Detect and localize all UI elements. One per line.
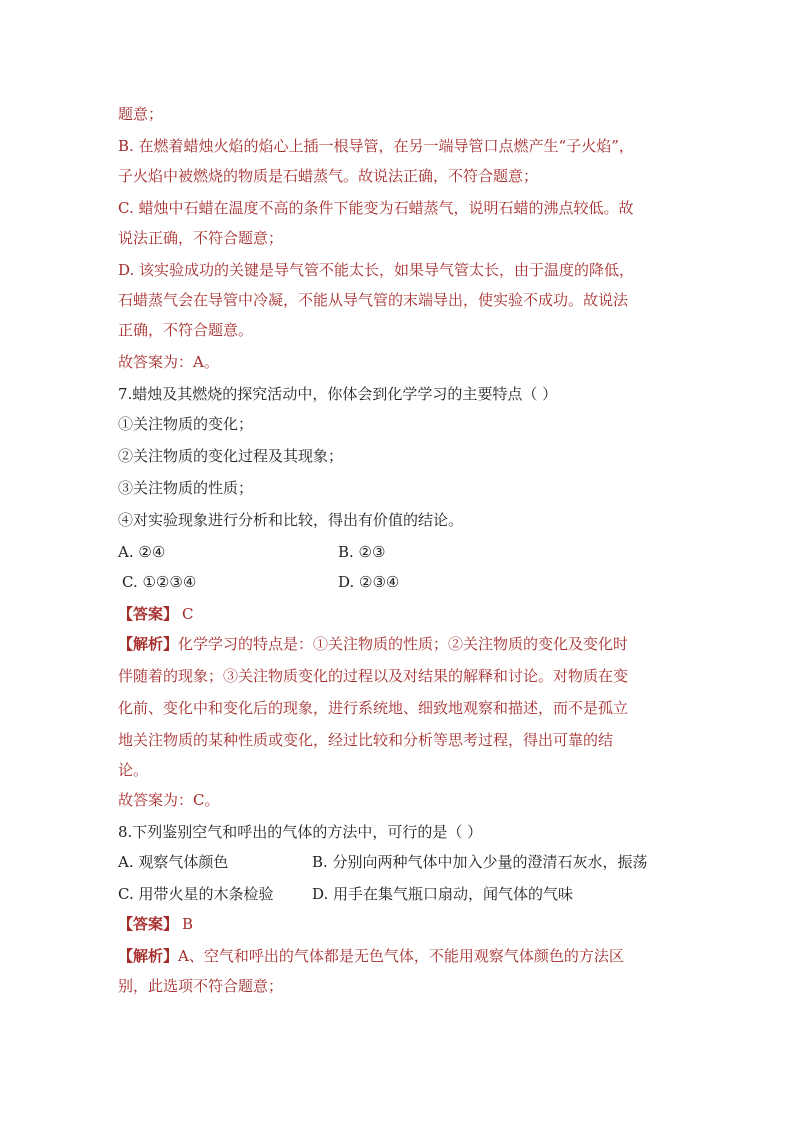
prev-explanation-option-d: D. 该实验成功的关键是导气管不能太长，如果导气管太长，由于温度的降低， bbox=[118, 261, 635, 279]
analysis-tag: 【解析】 bbox=[118, 947, 179, 965]
question-7-option-d: D. ②③④ bbox=[338, 573, 400, 591]
question-8-option-a: A. 观察气体颜色 bbox=[118, 853, 229, 871]
question-8-option-c: C. 用带火星的木条检验 bbox=[118, 885, 274, 903]
prev-explanation-option-d-cont: 石蜡蒸气会在导管中冷凝，不能从导气管的末端导出，使实验不成功。故说法 bbox=[118, 291, 629, 309]
question-8-option-b: B. 分别向两种气体中加入少量的澄清石灰水，振荡 bbox=[312, 853, 648, 871]
question-7-item: ①关注物质的变化； bbox=[118, 415, 254, 433]
question-7-item: ②关注物质的变化过程及其现象； bbox=[118, 447, 344, 465]
prev-final-answer: 故答案为：A。 bbox=[118, 353, 219, 371]
prev-explanation-option-d-cont: 正确，不符合题意。 bbox=[118, 321, 254, 339]
question-7-analysis-line bbox=[118, 634, 628, 654]
question-7-analysis-line: 地关注物质的某种性质或变化，经过比较和分析等思考过程，得出可靠的结 bbox=[118, 731, 614, 749]
analysis-tag: 【解析】 bbox=[118, 635, 179, 653]
question-7-final-answer: 故答案为：C。 bbox=[118, 791, 220, 809]
question-8-answer-row bbox=[118, 914, 193, 934]
question-7-analysis-line: 伴随着的现象；③关注物质变化的过程以及对结果的解释和讨论。对物质在变 bbox=[118, 667, 629, 685]
prev-explanation-line: 题意； bbox=[118, 105, 164, 123]
question-7-option-a: A. ②④ bbox=[118, 543, 166, 561]
prev-explanation-option-c: C. 蜡烛中石蜡在温度不高的条件下能变为石蜡蒸气，说明石蜡的沸点较低。故 bbox=[118, 199, 634, 217]
question-8-analysis-line bbox=[118, 946, 624, 966]
question-7-item: ③关注物质的性质； bbox=[118, 479, 254, 497]
question-8-option-d: D. 用手在集气瓶口扇动，闻气体的气味 bbox=[312, 885, 574, 903]
question-7-analysis-line: 化前、变化中和变化后的现象，进行系统地、细致地观察和描述，而不是孤立 bbox=[118, 699, 629, 717]
question-8-analysis-line: 别，此选项不符合题意； bbox=[118, 977, 284, 995]
question-8-stem: 8.下列鉴别空气和呼出的气体的方法中，可行的是（ ） bbox=[118, 823, 483, 841]
prev-explanation-option-b: B. 在燃着蜡烛火焰的焰心上插一根导管，在另一端导管口点燃产生“子火焰”， bbox=[118, 137, 634, 155]
question-7-stem: 7.蜡烛及其燃烧的探究活动中，你体会到化学学习的主要特点（ ） bbox=[118, 385, 558, 403]
answer-tag: 【答案】 bbox=[118, 915, 179, 933]
analysis-text: A、空气和呼出的气体都是无色气体，不能用观察气体颜色的方法区 bbox=[178, 947, 624, 965]
answer-tag: 【答案】 bbox=[118, 605, 179, 623]
analysis-text: 化学学习的特点是：①关注物质的性质；②关注物质的变化及变化时 bbox=[178, 635, 629, 653]
question-7-option-b: B. ②③ bbox=[338, 543, 386, 561]
prev-explanation-option-b-cont: 子火焰中被燃烧的物质是石蜡蒸气。故说法正确，不符合题意； bbox=[118, 167, 539, 185]
question-7-analysis-line: 论。 bbox=[118, 761, 149, 779]
prev-explanation-option-c-cont: 说法正确，不符合题意； bbox=[118, 229, 284, 247]
question-7-item: ④对实验现象进行分析和比较，得出有价值的结论。 bbox=[118, 511, 464, 529]
question-7-answer-row bbox=[118, 604, 194, 624]
answer-value: B bbox=[182, 915, 194, 933]
answer-value: C bbox=[182, 605, 194, 623]
question-7-option-c: C. ①②③④ bbox=[122, 573, 197, 591]
